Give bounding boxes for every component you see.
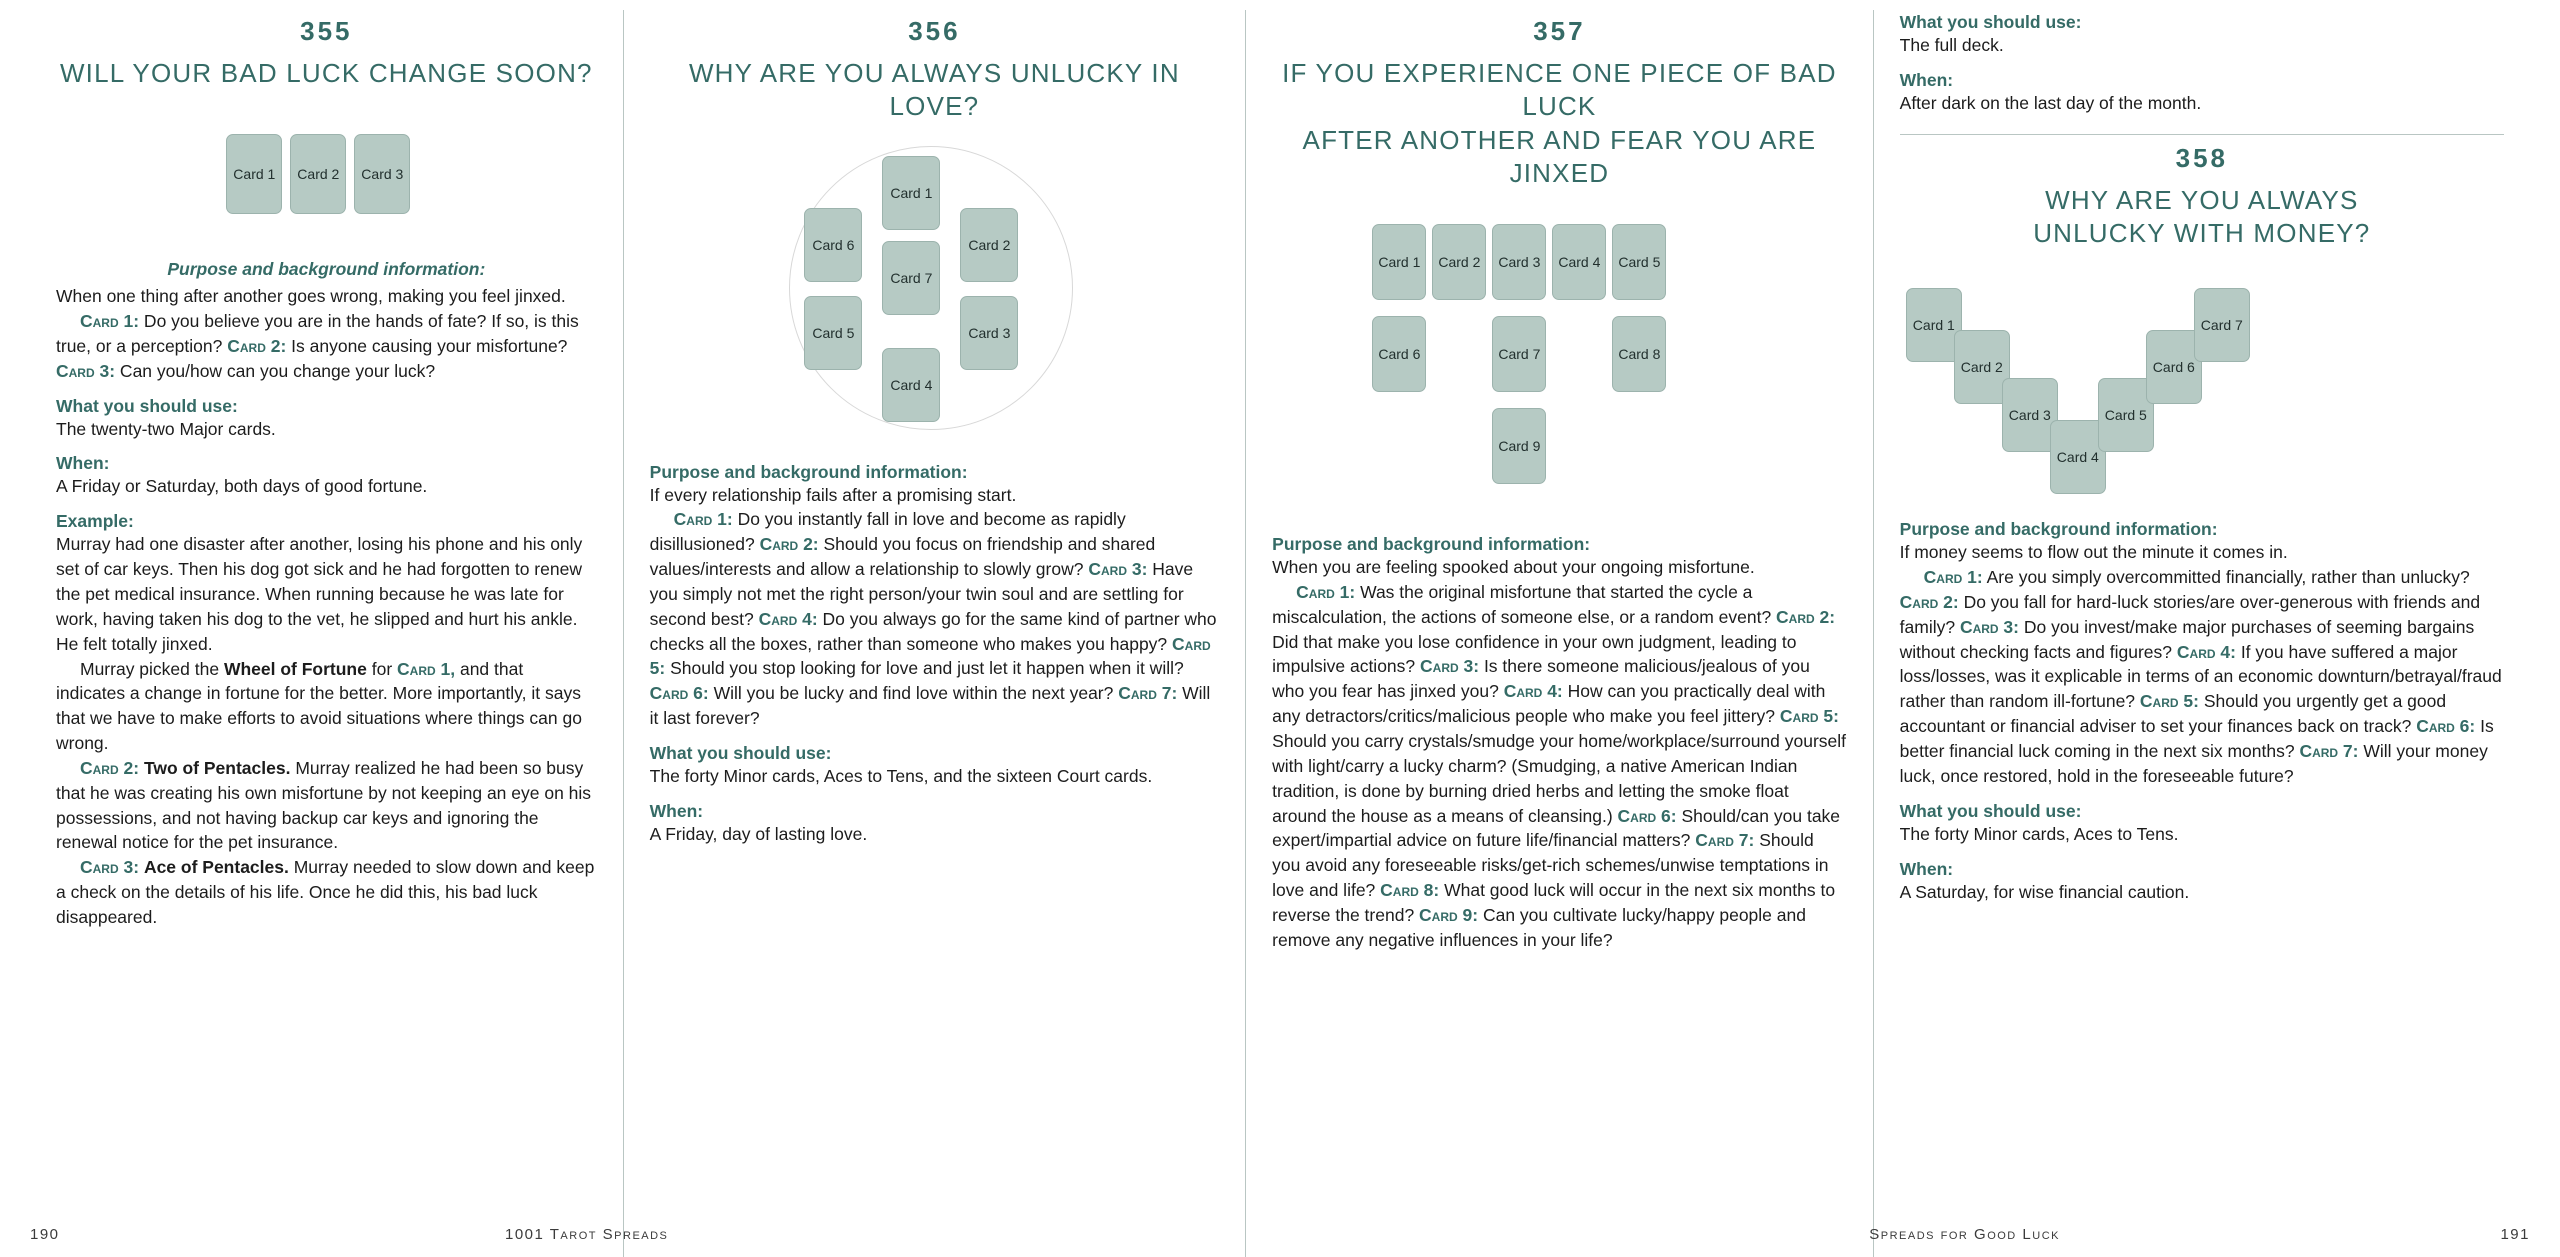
card-slot: Card 1 bbox=[226, 134, 282, 214]
column-spread-358 bbox=[1873, 10, 2530, 1257]
use-text-357: The full deck. bbox=[1899, 35, 2004, 55]
use-heading-355: What you should use: bbox=[56, 395, 238, 416]
use-text-356: The forty Minor cards, Aces to Tens, and the sixteen Court cards. bbox=[649, 765, 1153, 786]
card-slot: Card 3 bbox=[1492, 224, 1546, 300]
spread-title-355: WILL YOUR BAD LUCK CHANGE SOON? bbox=[59, 58, 593, 88]
column-spread-356 bbox=[623, 10, 1246, 1257]
questions-356: Card 1: Do you instantly fall in love and become as rapidly disillusioned? Card 2: Should you focus on friendship and shared values/interests and allow a relationship to slowly grow? Card 3: Have you simply not met the right person/your twin soul and are settling for second best? Card 4: Do you always go for the same kind of partner who checks all the boxes, rather than someone who makes you happy? Card 5: Should you stop looking for love and just let it happen when it will? Card 6: Will you be lucky and find love within the next year? Card 7: Will it last forever? bbox=[649, 509, 1217, 729]
card-slot: Card 5 bbox=[1612, 224, 1666, 300]
spread-title-357-line2: AFTER ANOTHER AND FEAR YOU ARE JINXED bbox=[1302, 124, 1817, 188]
spread-number-358: 358 bbox=[2175, 142, 2229, 173]
when-heading-358: When: bbox=[1899, 858, 1954, 879]
card-slot: Card 6 bbox=[2146, 330, 2202, 404]
purpose-heading-358: Purpose and background information: bbox=[1899, 519, 2218, 540]
footer-book-title: 1001 Tarot Spreads bbox=[505, 1226, 669, 1243]
example-paragraph-3: Card 2: Two of Pentacles. Murray realized he had been so busy that he was creating his own misfortune by not keeping an eye on his possessions, and not having backup car keys and ignoring the renewal notice for the pet insurance. bbox=[56, 757, 592, 853]
use-heading-356: What you should use: bbox=[649, 742, 832, 763]
card-slot: Card 5 bbox=[804, 296, 862, 370]
example-heading-355: Example: bbox=[56, 511, 134, 532]
card-slot: Card 2 bbox=[1954, 330, 2010, 404]
example-paragraph-2: Murray picked the Wheel of Fortune for Card 1, and that indicates a change in fortune for the better. More importantly, it says that we have to make efforts to avoid situations where things can go wrong. bbox=[56, 658, 582, 754]
when-text-355: A Friday or Saturday, both days of good fortune. bbox=[56, 476, 428, 497]
card-slot: Card 6 bbox=[804, 208, 862, 282]
card-slot: Card 3 bbox=[960, 296, 1018, 370]
footer-chapter-title: Spreads for Good Luck bbox=[1869, 1226, 2060, 1243]
purpose-heading-355: Purpose and background information: bbox=[167, 259, 486, 280]
card-slot: Card 7 bbox=[1492, 316, 1546, 392]
card-layout-357 bbox=[1279, 204, 1839, 494]
spread-title-357 bbox=[1272, 57, 1846, 190]
card-slot: Card 1 bbox=[1906, 288, 1962, 362]
use-text-355: The twenty-two Major cards. bbox=[56, 418, 276, 439]
card-slot: Card 2 bbox=[290, 134, 346, 214]
card-slot: Card 4 bbox=[1552, 224, 1606, 300]
when-text-358: A Saturday, for wise financial caution. bbox=[1899, 881, 2190, 902]
card-slot: Card 2 bbox=[960, 208, 1018, 282]
footer-page-number-left: 190 bbox=[30, 1226, 60, 1243]
purpose-text-356: If every relationship fails after a promising start. bbox=[649, 484, 1017, 505]
card-slot: Card 7 bbox=[882, 241, 940, 315]
spread-title-356: WHY ARE YOU ALWAYS UNLUCKY IN LOVE? bbox=[688, 58, 1180, 122]
card-slot: Card 6 bbox=[1372, 316, 1426, 392]
spread-title-358-line2: UNLUCKY WITH MONEY? bbox=[2033, 217, 2371, 248]
card-slot: Card 4 bbox=[882, 348, 940, 422]
card-slot: Card 9 bbox=[1492, 408, 1546, 484]
card-slot: Card 3 bbox=[354, 134, 410, 214]
card-slot: Card 5 bbox=[2098, 378, 2154, 452]
spread-title-358-line1: WHY ARE YOU ALWAYS bbox=[2045, 184, 2359, 215]
questions-355: Card 1: Do you believe you are in the hands of fate? If so, is this true, or a perception? Card 2: Is anyone causing your misfortune? Card 3: Can you/how can you change your luck? bbox=[56, 311, 579, 381]
questions-358: Card 1: Are you simply overcommitted financially, rather than unlucky? Card 2: Do you fall for hard-luck stories/are over-generous with friends and family? Card 3: Do you invest/make major purchases of seeming bargains without checking facts and figures? Card 4: If you have suffered a major loss/losses, was it explicable in terms of an economic downturn/betrayal/fraud rather than random ill-fortune? Card 5: Should you urgently get a good accountant or financial adviser to set your finances back on track? Card 6: Is better financial luck coming in the next six months? Card 7: Will your money luck, once restored, hold in the foreseeable future? bbox=[1899, 567, 2502, 786]
spread-title-357-line1: IF YOU EXPERIENCE ONE PIECE OF BAD LUCK bbox=[1282, 58, 1837, 122]
when-heading-357: When: bbox=[1899, 69, 1954, 90]
card-layout-356 bbox=[664, 136, 1204, 426]
use-heading-357: What you should use: bbox=[1899, 12, 2082, 32]
use-text-358: The forty Minor cards, Aces to Tens. bbox=[1899, 823, 2179, 844]
purpose-heading-357: Purpose and background information: bbox=[1272, 534, 1591, 555]
purpose-text-355: When one thing after another goes wrong, making you feel jinxed. bbox=[56, 286, 566, 307]
purpose-heading-356: Purpose and background information: bbox=[649, 461, 968, 482]
example-paragraph-1: Murray had one disaster after another, losing his phone and his only set of car keys. Then his dog got sick and he had forgotten to renew the pet medical insurance. When running because he was late for work, having taken his dog to the vet, he slipped and hurt his ankle. He felt totally jinxed. bbox=[56, 534, 583, 654]
card-layout-358 bbox=[1902, 268, 2502, 493]
spread-number-357: 357 bbox=[1533, 16, 1586, 46]
questions-357: Card 1: Was the original misfortune that started the cycle a miscalculation, the actions of someone else, or a random event? Card 2: Did that make you lose confidence in your own judgment, leading to impulsive actions? Card 3: Is there someone malicious/jealous of you who you fear has jinxed you? Card 4: How can you practically deal with any detractors/critics/malicious people who make you feel jittery? Card 5: Should you carry crystals/smudge your home/workplace/surround yourself with light/carry a lucky charm? (Smudging, a native American Indian tradition, is done by burning dried herbs and letting the smoke float around the house as a means of cleansing.) Card 6: Should/can you take expert/impartial advice on future life/financial matters? Card 7: Should you avoid any foreseeable risks/get-rich schemes/unwise temptations in love and life? Card 8: What good luck will occur in the next six months to reverse the trend? Card 9: Can you cultivate lucky/happy people and remove any negative influences in your life? bbox=[1272, 581, 1847, 950]
spread-title-358 bbox=[1900, 184, 2504, 251]
column-spread-355 bbox=[30, 10, 623, 1257]
card-slot: Card 3 bbox=[2002, 378, 2058, 452]
card-slot: Card 1 bbox=[882, 156, 940, 230]
card-slot: Card 2 bbox=[1432, 224, 1486, 300]
when-text-357: After dark on the last day of the month. bbox=[1899, 92, 2202, 113]
section-divider bbox=[1900, 134, 2504, 135]
column-spread-357 bbox=[1245, 10, 1872, 1257]
footer-page-number-right: 191 bbox=[2500, 1226, 2530, 1243]
card-slot: Card 1 bbox=[1372, 224, 1426, 300]
when-text-356: A Friday, day of lasting love. bbox=[649, 823, 868, 844]
card-slot: Card 7 bbox=[2194, 288, 2250, 362]
purpose-text-358: If money seems to flow out the minute it comes in. bbox=[1899, 542, 2288, 563]
card-slot: Card 4 bbox=[2050, 420, 2106, 494]
when-heading-356: When: bbox=[649, 800, 704, 821]
spread-number-356: 356 bbox=[908, 16, 961, 46]
card-layout-355 bbox=[166, 112, 486, 247]
spread-number-355: 355 bbox=[300, 16, 353, 46]
use-heading-358: What you should use: bbox=[1899, 800, 2082, 821]
example-paragraph-4: Card 3: Ace of Pentacles. Murray needed to slow down and keep a check on the details of his life. Once he did this, his bad luck disappeared. bbox=[56, 857, 595, 927]
card-slot: Card 8 bbox=[1612, 316, 1666, 392]
when-heading-355: When: bbox=[56, 453, 110, 474]
purpose-text-357: When you are feeling spooked about your ongoing misfortune. bbox=[1272, 557, 1755, 578]
